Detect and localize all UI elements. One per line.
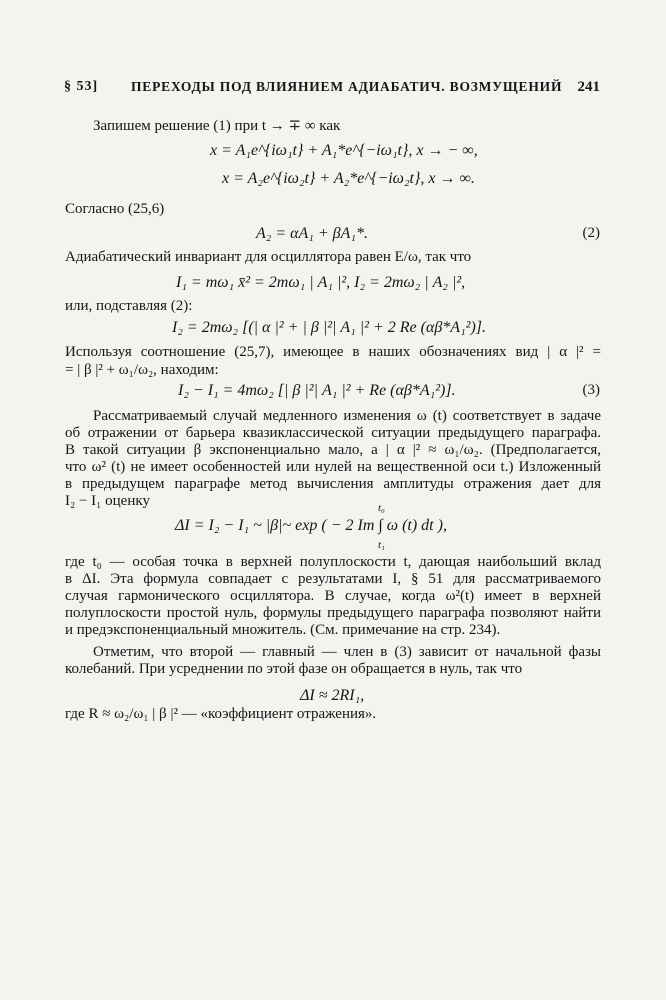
page-number: 241: [577, 79, 600, 95]
paragraph-intro: Запишем решение (1) при t → ∓ ∞ как: [93, 118, 341, 134]
integral-upper-limit: t₀: [378, 502, 385, 514]
equation-5: ΔI ≈ 2RI₁,: [300, 687, 365, 704]
equation-x-left: [210, 141, 478, 161]
section-marker: § 53]: [64, 79, 99, 94]
paragraph-where-line-1: где t₀ — особая точка в верхней полуплоскости t, дающая наибольший вклад: [65, 554, 601, 570]
paragraph-note-line-2: колебаний. При усреднении по этой фазе он обращается в нуль, так что: [65, 661, 523, 677]
paragraph-slow-line-5: в предыдущем параграфе метод вычисления амплитуды отражения дает для: [65, 476, 601, 492]
paragraph-substituting: или, подставляя (2):: [65, 298, 193, 314]
equation-3: I₂ − I₁ = 4mω₂ [| β |²| A₁ |² + Re (αβ*A₁²)].: [178, 382, 456, 399]
paragraph-where-line-3: случая гармонического осциллятора. В случае, когда ω²(t) имеет в верхней: [65, 588, 601, 604]
equation-2-number: (2): [582, 225, 600, 241]
paragraph-note-line-1: Отметим, что второй — главный — член в (3) зависит от начальной фазы: [93, 644, 601, 660]
paragraph-reflection-coefficient: где R ≈ ω₂/ω₁ | β |² — «коэффициент отражения».: [65, 706, 377, 722]
paragraph-slow-line-3: В такой ситуации β экспоненциально мало, а | α |² ≈ ω₁/ω₂. (Предполагается,: [65, 442, 601, 458]
running-title: ПЕРЕХОДЫ ПОД ВЛИЯНИЕМ АДИАБАТИЧ. ВОЗМУЩЕНИЙ: [131, 79, 563, 94]
equation-I2: I₂ = 2mω₂ [(| α |² + | β |²| A₁ |² + 2 Re (αβ*A₁²)].: [172, 319, 486, 336]
equation-4: ΔI = I₂ − I₁ ~ |β|~ exp ( − 2 Im ∫ ω (t) dt ),: [175, 517, 447, 534]
equation-3-number: (3): [582, 382, 600, 398]
paragraph-where-line-4: полуплоскости простой нуль, формулы предыдущего параграфа позволяют найти: [65, 605, 601, 621]
paragraph-slow-line-1: Рассматриваемый случай медленного изменения ω (t) соответствует в задаче: [93, 408, 601, 424]
paragraph-slow-line-6: I₂ − I₁ оценку: [65, 493, 150, 509]
paragraph-where-line-5: и предэкспоненциальный множитель. (См. примечание на стр. 234).: [65, 622, 501, 638]
equation-invariants: I₁ = mω₁ x̄² = 2mω₁ | A₁ |², I₂ = 2mω₂ | A₂ |²,: [176, 274, 466, 291]
paragraph-using-line-2: = | β |² + ω₁/ω₂, находим:: [65, 362, 219, 378]
paragraph-according: Согласно (25,6): [65, 201, 165, 217]
equation-2: A₂ = αA₁ + βA₁*.: [256, 225, 368, 242]
paragraph-using-line-1: Используя соотношение (25,7), имеющее в наших обозначениях вид | α |² =: [65, 344, 601, 360]
paragraph-invariant: Адиабатический инвариант для осциллятора равен E/ω, так что: [65, 249, 472, 265]
equation-x-right: [222, 169, 482, 189]
paragraph-slow-line-4: что ω² (t) не имеет особенностей или нулей на вещественной оси t.) Изложенный: [65, 459, 601, 475]
paragraph-slow-line-2: об отражении от барьера квазиклассической ситуации предыдущего параграфа.: [65, 425, 601, 441]
equation-x-left-text: x = A₁e^{iω₁t} + A₁*e^{−iω₁t}, x → − ∞,: [210, 142, 478, 159]
equation-x-right-text: x = A₂e^{iω₂t} + A₂*e^{−iω₂t}, x → ∞.: [222, 170, 475, 187]
integral-lower-limit: t₁: [378, 539, 385, 551]
paragraph-where-line-2: в ΔI. Эта формула совпадает с результатами I, § 51 для рассматриваемого: [65, 571, 601, 587]
